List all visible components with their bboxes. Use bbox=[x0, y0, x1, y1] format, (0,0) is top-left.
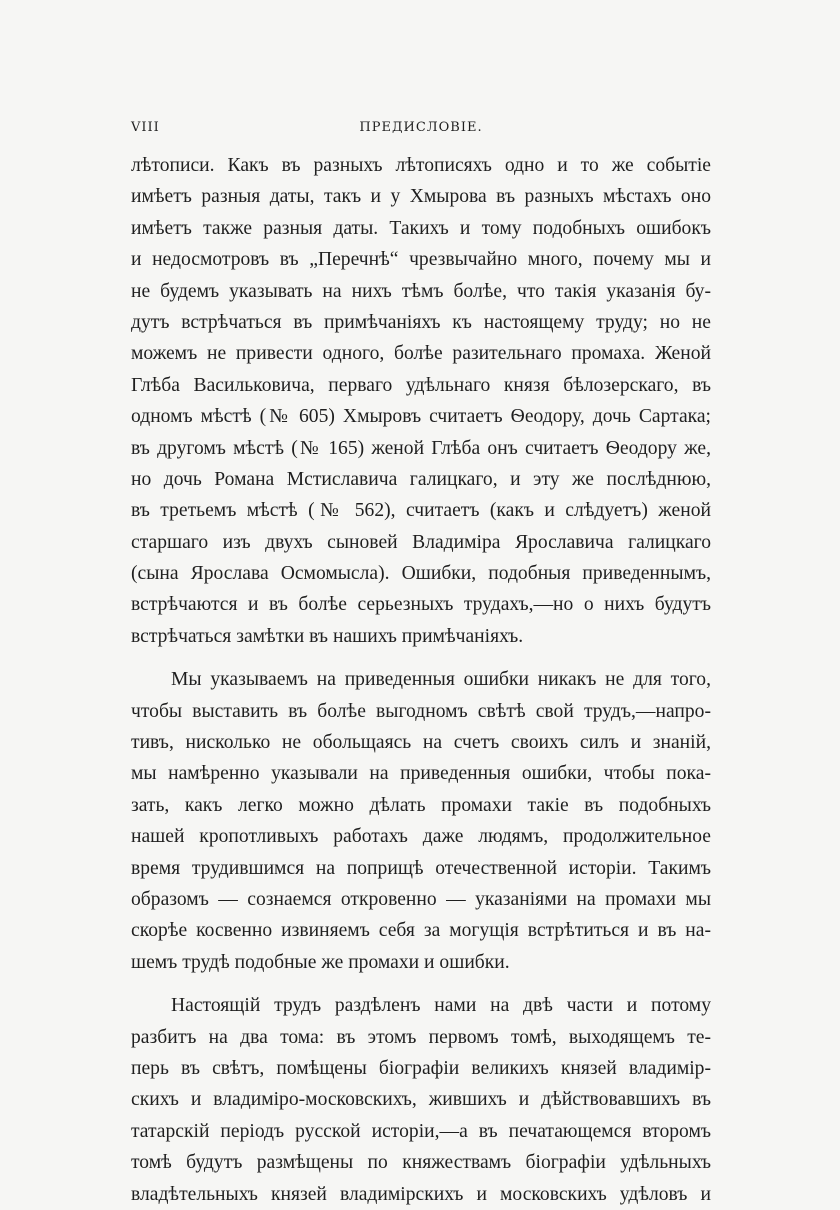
text-line: татарскій періодъ русской исторіи,—а въ печатающемся второмъ bbox=[131, 1120, 711, 1142]
text-line: встрѣчаться замѣтки въ нашихъ примѣчаніяхъ. bbox=[131, 625, 524, 647]
text-line: шемъ трудѣ подобные же промахи и ошибки. bbox=[131, 951, 510, 973]
text-line: въ третьемъ мѣстѣ (№ 562), считаетъ (какъ и слѣдуетъ) женой bbox=[131, 500, 711, 522]
text-line: Мы указываемъ на приведенныя ошибки никакъ не для того, bbox=[171, 669, 711, 691]
page-header bbox=[131, 120, 711, 142]
text-line: встрѣчаются и въ болѣе серьезныхъ трудахъ,—но о нихъ будутъ bbox=[131, 594, 711, 616]
text-line: дутъ встрѣчаться въ примѣчаніяхъ къ настоящему труду; но не bbox=[131, 311, 711, 333]
text-line: имѣетъ разныя даты, такъ и у Хмырова въ разныхъ мѣстахъ оно bbox=[131, 186, 711, 208]
paragraph-2 bbox=[131, 664, 711, 978]
text-line: Глѣба Васильковича, перваго удѣльнаго князя бѣлозерскаго, въ bbox=[131, 374, 711, 396]
text-line: чтобы выставить въ болѣе выгодномъ свѣтѣ свой трудъ,—напро- bbox=[131, 700, 711, 722]
body-text bbox=[131, 150, 711, 1210]
text-line: Настоящій трудъ раздѣленъ нами на двѣ части и потому bbox=[171, 995, 711, 1017]
running-title: ПРЕДИСЛОВІЕ. bbox=[359, 120, 483, 135]
text-line: скихъ и владиміро-московскихъ, жившихъ и дѣйствовавшихъ въ bbox=[131, 1089, 711, 1111]
paragraph-1 bbox=[131, 150, 711, 652]
text-line: имѣетъ также разныя даты. Такихъ и тому подобныхъ ошибокъ bbox=[131, 217, 711, 239]
text-line: лѣтописи. Какъ въ разныхъ лѣтописяхъ одно и то же событіе bbox=[131, 155, 711, 176]
text-line: но дочь Романа Мстиславича галицкаго, и эту же послѣднюю, bbox=[131, 468, 711, 490]
text-line: время трудившимся на поприщѣ отечественной исторіи. Такимъ bbox=[131, 857, 711, 879]
text-line: (сына Ярослава Осмомысла). Ошибки, подобныя приведеннымъ, bbox=[131, 563, 711, 585]
text-line: разбитъ на два тома: въ этомъ первомъ томѣ, выходящемъ те- bbox=[131, 1026, 711, 1048]
text-line: томѣ будутъ размѣщены по княжествамъ біографіи удѣльныхъ bbox=[131, 1152, 711, 1174]
text-line: тивъ, нисколько не обольщаясь на счетъ своихъ силъ и знаній, bbox=[131, 732, 711, 754]
text-line: владѣтельныхъ князей владимірскихъ и московскихъ удѣловъ и bbox=[131, 1183, 711, 1205]
text-line: въ другомъ мѣстѣ (№ 165) женой Глѣба онъ считаетъ Ѳеодору же, bbox=[131, 437, 711, 459]
text-line: зать, какъ легко можно дѣлать промахи такіе въ подобныхъ bbox=[131, 794, 711, 816]
text-line: нашей кропотливыхъ работахъ даже людямъ, продолжительное bbox=[131, 826, 711, 848]
text-line: мы намѣренно указывали на приведенныя ошибки, чтобы пока- bbox=[131, 763, 711, 785]
text-line: и недосмотровъ въ „Перечнѣ“ чрезвычайно много, почему мы и bbox=[131, 249, 711, 271]
paragraph-3 bbox=[131, 990, 711, 1210]
text-line: образомъ — сознаемся откровенно — указаніями на промахи мы bbox=[131, 888, 711, 910]
text-line: не будемъ указывать на нихъ тѣмъ болѣе, что такія указанія бу- bbox=[131, 280, 711, 302]
text-line: перь въ свѣтъ, помѣщены біографіи великихъ князей владимір- bbox=[131, 1057, 711, 1079]
page-number: VIII bbox=[131, 120, 160, 135]
text-line: можемъ не привести одного, болѣе разительнаго промаха. Женой bbox=[131, 343, 711, 365]
text-line: скорѣе косвенно извиняемъ себя за могущія встрѣтиться и въ на- bbox=[131, 920, 711, 942]
text-line: старшаго изъ двухъ сыновей Владиміра Ярославича галицкаго bbox=[131, 531, 711, 553]
text-line: одномъ мѣстѣ (№ 605) Хмыровъ считаетъ Ѳеодору, дочь Сартака; bbox=[131, 406, 711, 428]
